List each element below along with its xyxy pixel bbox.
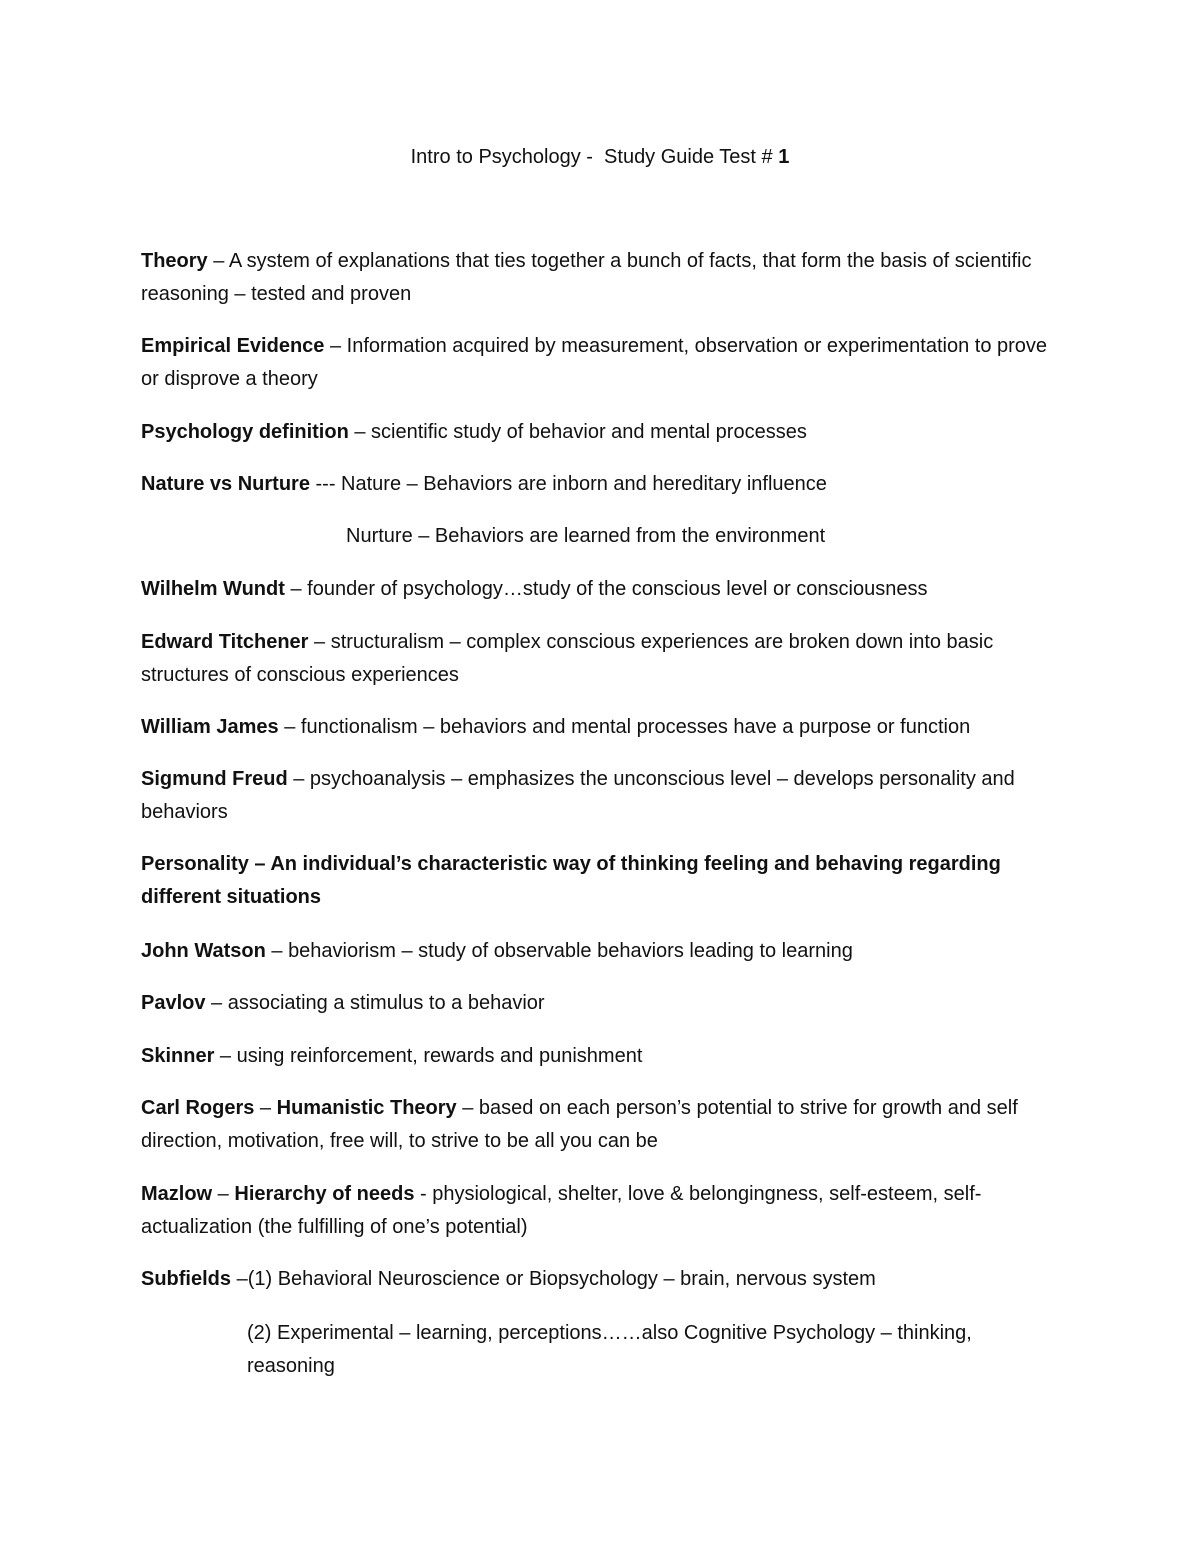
definition: using reinforcement, rewards and punishment xyxy=(236,1045,643,1067)
definition: behaviorism – study of observable behaviors leading to learning xyxy=(288,940,853,962)
entry-personality xyxy=(141,848,1066,914)
entry-nature-vs-nurture xyxy=(141,468,1066,501)
entry-subfields xyxy=(141,1263,1066,1296)
separator-secondary: - xyxy=(414,1183,433,1205)
definition: Nurture – Behaviors are learned from the environment xyxy=(346,525,826,547)
term: Skinner xyxy=(141,1045,215,1067)
definition: structuralism – complex conscious experiences are broken down into basic structures of conscious experiences xyxy=(141,631,994,686)
term: Psychology definition xyxy=(141,421,349,443)
entry-pavlov xyxy=(141,987,1066,1020)
entry-edward-titchener xyxy=(141,626,1066,692)
term: Pavlov xyxy=(141,992,206,1014)
separator: – xyxy=(284,578,308,600)
separator: --- xyxy=(309,473,342,495)
term: Wilhelm Wundt xyxy=(141,578,285,600)
entry-mazlow xyxy=(141,1178,1066,1244)
entry-skinner xyxy=(141,1040,1066,1073)
separator: – xyxy=(248,853,271,875)
separator: – xyxy=(214,1045,237,1067)
term: Personality xyxy=(141,853,249,875)
separator: – xyxy=(205,992,228,1014)
definition: functionalism – behaviors and mental processes have a purpose or function xyxy=(300,716,971,738)
separator: – xyxy=(278,716,301,738)
entry-william-james xyxy=(141,711,1066,744)
separator: – xyxy=(254,1097,277,1119)
definition: associating a stimulus to a behavior xyxy=(227,992,545,1014)
definition: (2) Experimental – learning, perceptions……also Cognitive Psychology – thinking, reasoning xyxy=(247,1322,972,1377)
term: Mazlow xyxy=(141,1183,213,1205)
entry-theory xyxy=(141,245,1066,311)
definition: scientific study of behavior and mental processes xyxy=(371,421,807,443)
definition: physiological, shelter, love & belongingness, self-esteem, self-actualization (the fulfilling of one’s potential) xyxy=(141,1183,982,1238)
entry-empirical-evidence xyxy=(141,330,1066,396)
separator: – xyxy=(324,335,347,357)
definition: An individual’s characteristic way of thinking feeling and behaving regarding different situations xyxy=(141,853,1001,908)
separator: – xyxy=(308,631,331,653)
term: Subfields xyxy=(141,1268,232,1290)
definition: Information acquired by measurement, observation or experimentation to prove or disprove a theory xyxy=(141,335,1048,390)
entry-wilhelm-wundt xyxy=(141,573,1066,606)
term-secondary: Humanistic Theory xyxy=(276,1097,457,1119)
separator: – xyxy=(287,768,310,790)
entry-john-watson xyxy=(141,935,1066,968)
term-secondary: Hierarchy of needs xyxy=(234,1183,415,1205)
term: William James xyxy=(141,716,279,738)
definition: A system of explanations that ties together a bunch of facts, that form the basis of scientific reasoning – tested and proven xyxy=(141,250,1032,305)
definition: founder of psychology…study of the conscious level or consciousness xyxy=(307,578,928,600)
definition: (1) Behavioral Neuroscience or Biopsychology – brain, nervous system xyxy=(247,1268,876,1290)
page-title xyxy=(0,141,1200,174)
entry-subfields-2 xyxy=(247,1317,1047,1383)
separator-secondary: – xyxy=(456,1097,479,1119)
term: Theory xyxy=(141,250,208,272)
separator: – xyxy=(207,250,229,272)
entry-nurture xyxy=(346,520,1046,553)
title-text: Intro to Psychology - Study Guide Test # xyxy=(410,146,779,168)
definition: psychoanalysis – emphasizes the unconscious level – develops personality and behaviors xyxy=(141,768,1015,823)
separator: – xyxy=(212,1183,235,1205)
term: John Watson xyxy=(141,940,266,962)
separator: – xyxy=(231,1268,248,1290)
definition: based on each person’s potential to strive for growth and self direction, motivation, free will, to strive to be all you can be xyxy=(141,1097,1018,1152)
term: Sigmund Freud xyxy=(141,768,288,790)
separator: – xyxy=(348,421,372,443)
entry-psychology-definition xyxy=(141,416,1066,449)
term: Carl Rogers xyxy=(141,1097,255,1119)
term: Nature vs Nurture xyxy=(141,473,310,495)
term: Edward Titchener xyxy=(141,631,309,653)
term: Empirical Evidence xyxy=(141,335,325,357)
entry-sigmund-freud xyxy=(141,763,1066,829)
separator: – xyxy=(265,940,289,962)
title-number: 1 xyxy=(778,146,790,168)
entry-carl-rogers xyxy=(141,1092,1066,1158)
definition: Nature – Behaviors are inborn and hereditary influence xyxy=(341,473,827,495)
